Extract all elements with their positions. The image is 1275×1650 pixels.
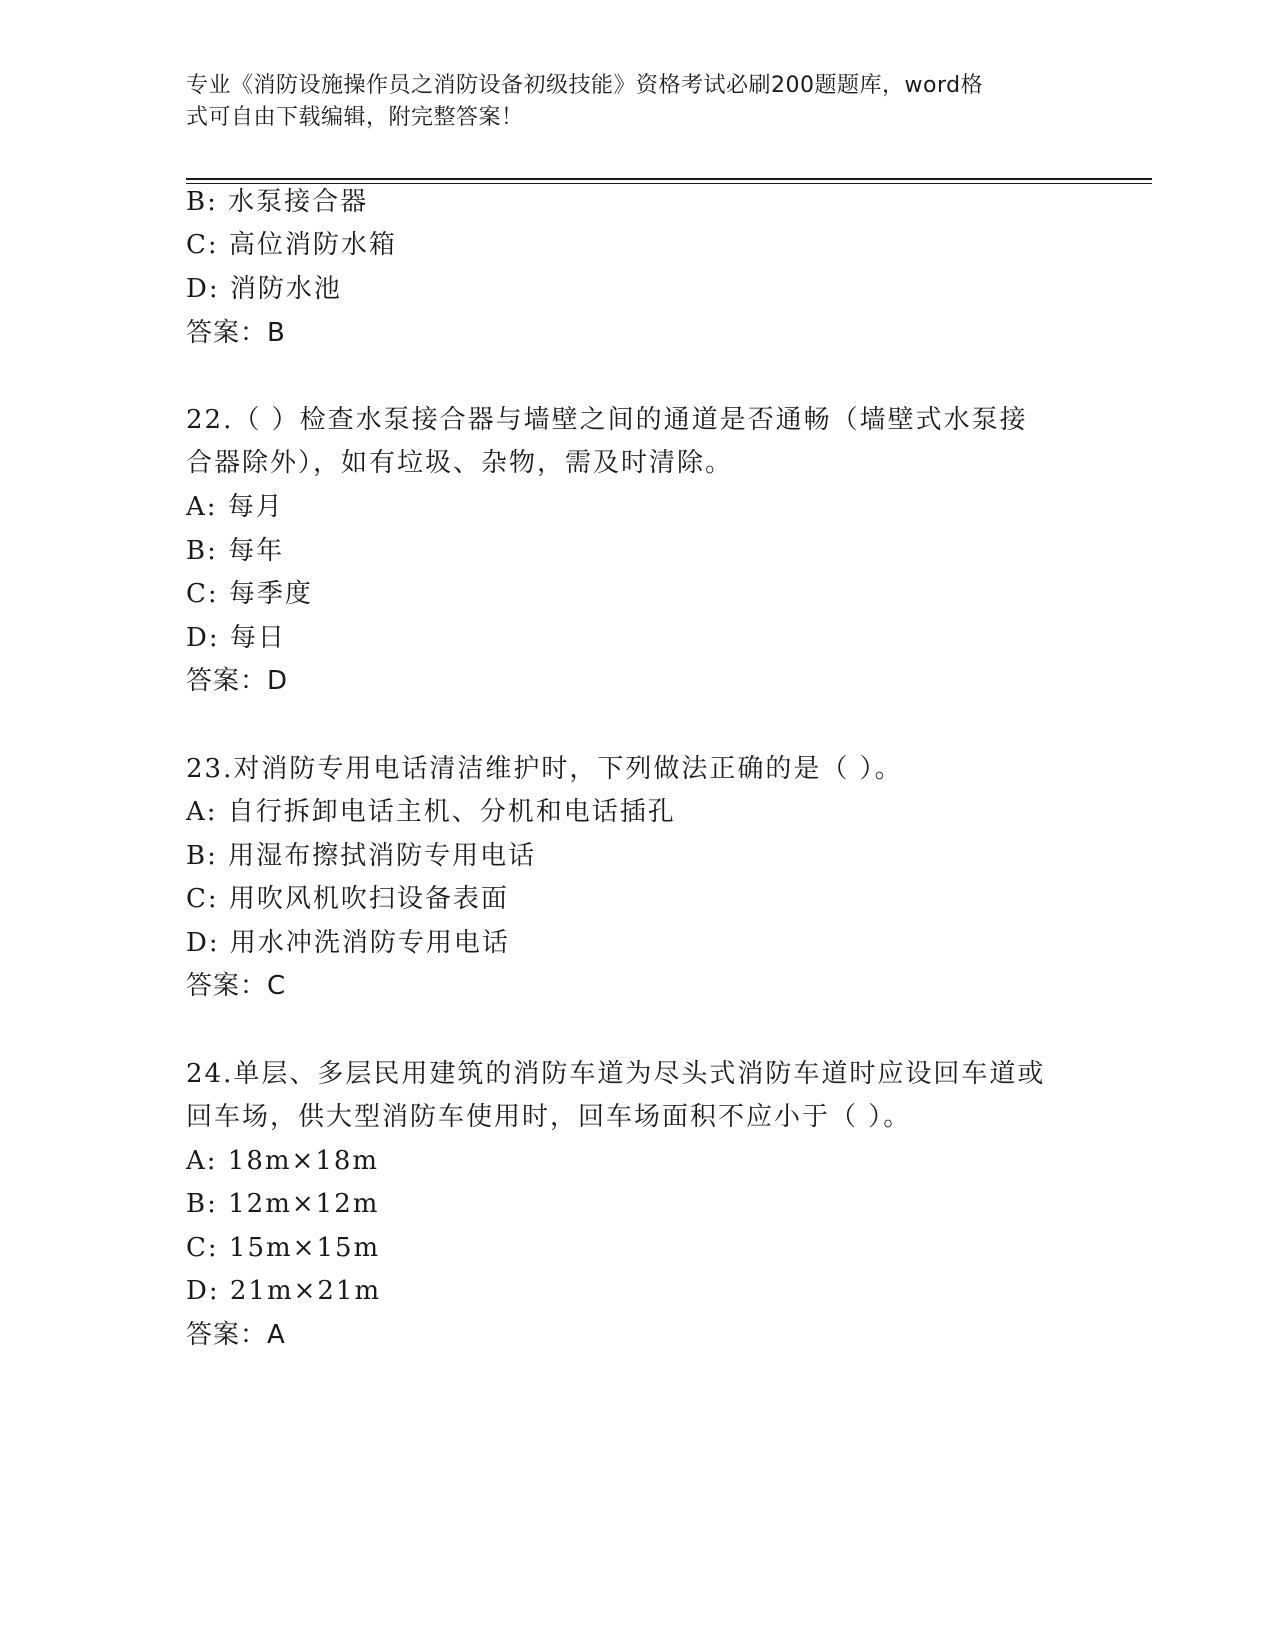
question-23-option-b: B: 用湿布擦拭消防专用电话	[186, 841, 537, 871]
question-23-stem-line-1: 23.对消防专用电话清洁维护时，下列做法正确的是（ ）。	[186, 754, 903, 784]
question-23-option-c: C: 用吹风机吹扫设备表面	[186, 884, 509, 914]
question-22-option-a: A: 每月	[186, 492, 284, 522]
question-23-option-d: D: 用水冲洗消防专用电话	[186, 928, 510, 958]
header-divider-thin	[186, 183, 1152, 184]
question-21-answer: 答案：B	[186, 318, 286, 348]
question-24-option-a: A: 18m×18m	[186, 1146, 380, 1176]
question-24-option-c: C: 15m×15m	[186, 1233, 381, 1263]
question-22-option-c: C: 每季度	[186, 579, 313, 609]
header-line-2: 式可自由下载编辑，附完整答案！	[186, 105, 524, 130]
header-line-1: 专业《消防设施操作员之消防设备初级技能》资格考试必刷200题题库，word格	[186, 73, 984, 98]
header-divider-thick	[186, 178, 1152, 180]
question-22-stem-line-1: 22.（ ）检查水泵接合器与墙壁之间的通道是否通畅（墙壁式水泵接	[186, 405, 1028, 435]
question-22-option-b: B: 每年	[186, 536, 285, 566]
question-23-option-a: A: 自行拆卸电话主机、分机和电话插孔	[186, 797, 676, 827]
question-24-answer: 答案：A	[186, 1320, 286, 1350]
question-21-option-b: B: 水泵接合器	[186, 187, 369, 217]
question-24-stem-line-2: 回车场，供大型消防车使用时，回车场面积不应小于（ ）。	[186, 1102, 912, 1132]
question-24-stem-line-1: 24.单层、多层民用建筑的消防车道为尽头式消防车道时应设回车道或	[186, 1059, 1046, 1089]
document-header	[186, 70, 1086, 134]
question-22-option-d: D: 每日	[186, 623, 286, 653]
question-24-option-b: B: 12m×12m	[186, 1189, 380, 1219]
question-24-option-d: D: 21m×21m	[186, 1276, 382, 1306]
question-21-option-c: C: 高位消防水箱	[186, 230, 397, 260]
question-21-option-d: D: 消防水池	[186, 274, 342, 304]
question-22-stem-line-2: 合器除外），如有垃圾、杂物，需及时清除。	[186, 448, 734, 478]
question-23-answer: 答案：C	[186, 971, 287, 1001]
question-22-answer: 答案：D	[186, 666, 289, 696]
